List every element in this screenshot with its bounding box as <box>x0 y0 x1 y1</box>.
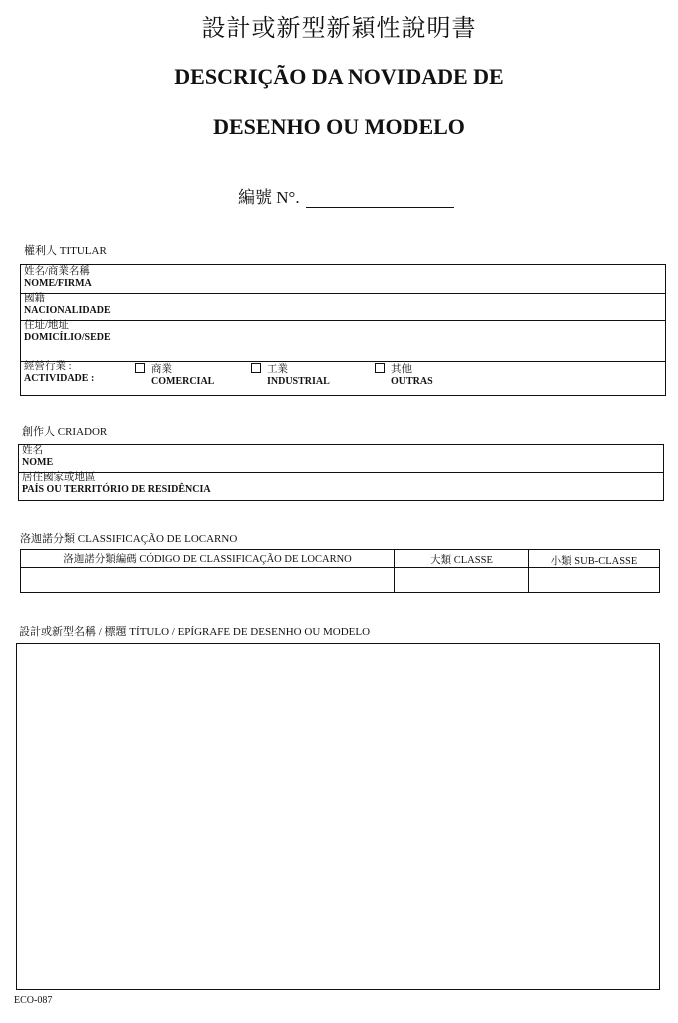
titular-nationality-label-pt: NACIONALIDADE <box>24 305 111 316</box>
locarno-subclass-header: 小類 SUB-CLASSE <box>550 556 638 567</box>
activity-option-industrial[interactable] <box>251 363 330 388</box>
title-portuguese-line1: DESCRIÇÃO DA NOVIDADE DE <box>174 64 504 89</box>
criador-name-field[interactable] <box>22 445 53 469</box>
titular-nationality-field[interactable] <box>24 293 111 317</box>
locarno-table <box>20 549 660 593</box>
locarno-code-column[interactable] <box>21 550 395 592</box>
activity-option-label-zh: 商業 <box>151 364 172 375</box>
document-number-label: 編號 N°. <box>238 188 300 207</box>
titulo-textarea[interactable] <box>16 643 660 990</box>
document-number-field[interactable] <box>306 193 454 208</box>
divider <box>21 361 665 362</box>
activity-option-outras[interactable] <box>375 363 433 388</box>
titular-activity-label-zh: 經營行業 : <box>24 361 72 372</box>
activity-option-label-zh: 工業 <box>267 364 288 375</box>
titular-activity-label-pt: ACTIVIDADE : <box>24 373 95 384</box>
titular-address-label-pt: DOMICÍLIO/SEDE <box>24 332 111 343</box>
titular-nationality-label-zh: 國籍 <box>24 293 45 304</box>
criador-heading: 創作人 CRIADOR <box>22 426 108 438</box>
titular-address-field[interactable] <box>24 320 111 344</box>
criador-name-label-zh: 姓名 <box>22 445 43 456</box>
criador-residence-label-pt: PAÍS OU TERRITÓRIO DE RESIDÊNCIA <box>22 484 211 495</box>
activity-option-label-pt: OUTRAS <box>391 376 433 387</box>
titular-address-label-zh: 住址/地址 <box>24 320 69 331</box>
checkbox-icon[interactable] <box>375 363 385 373</box>
title-portuguese-line2: DESENHO OU MODELO <box>213 114 465 139</box>
checkbox-icon[interactable] <box>251 363 261 373</box>
locarno-class-column[interactable] <box>395 550 529 592</box>
title-chinese: 設計或新型新穎性說明書 <box>201 16 477 42</box>
criador-name-label-pt: NOME <box>22 457 54 468</box>
checkbox-icon[interactable] <box>135 363 145 373</box>
titular-name-field[interactable] <box>24 266 92 290</box>
locarno-heading: 洛迦諾分類 CLASSIFICAÇÃO DE LOCARNO <box>20 533 238 545</box>
divider <box>21 320 665 321</box>
locarno-class-header: 大類 CLASSE <box>430 555 493 566</box>
titulo-heading: 設計或新型名稱 / 標題 TÍTULO / EPÍGRAFE DE DESENHO OU MODELO <box>19 626 371 638</box>
titular-activity-label <box>24 361 94 385</box>
titular-name-label-zh: 姓名/商業名稱 <box>24 266 90 277</box>
criador-box <box>18 444 664 501</box>
divider <box>21 293 665 294</box>
locarno-code-header: 洛迦諾分類編碼 CÓDIGO DE CLASSIFICAÇÃO DE LOCARNO <box>63 554 352 565</box>
activity-option-comercial[interactable] <box>135 363 214 388</box>
activity-option-label-pt: COMERCIAL <box>151 376 215 387</box>
titular-box <box>20 264 666 396</box>
form-code: ECO-087 <box>14 995 53 1006</box>
activity-option-label-zh: 其他 <box>391 364 412 375</box>
locarno-subclass-column[interactable] <box>529 550 659 592</box>
titular-name-label-pt: NOME/FIRMA <box>24 278 92 289</box>
criador-residence-field[interactable] <box>22 472 211 496</box>
document-number <box>238 183 454 208</box>
criador-residence-label-zh: 居住國家或地區 <box>22 472 96 483</box>
activity-option-label-pt: INDUSTRIAL <box>267 376 330 387</box>
titular-heading: 權利人 TITULAR <box>24 245 107 257</box>
